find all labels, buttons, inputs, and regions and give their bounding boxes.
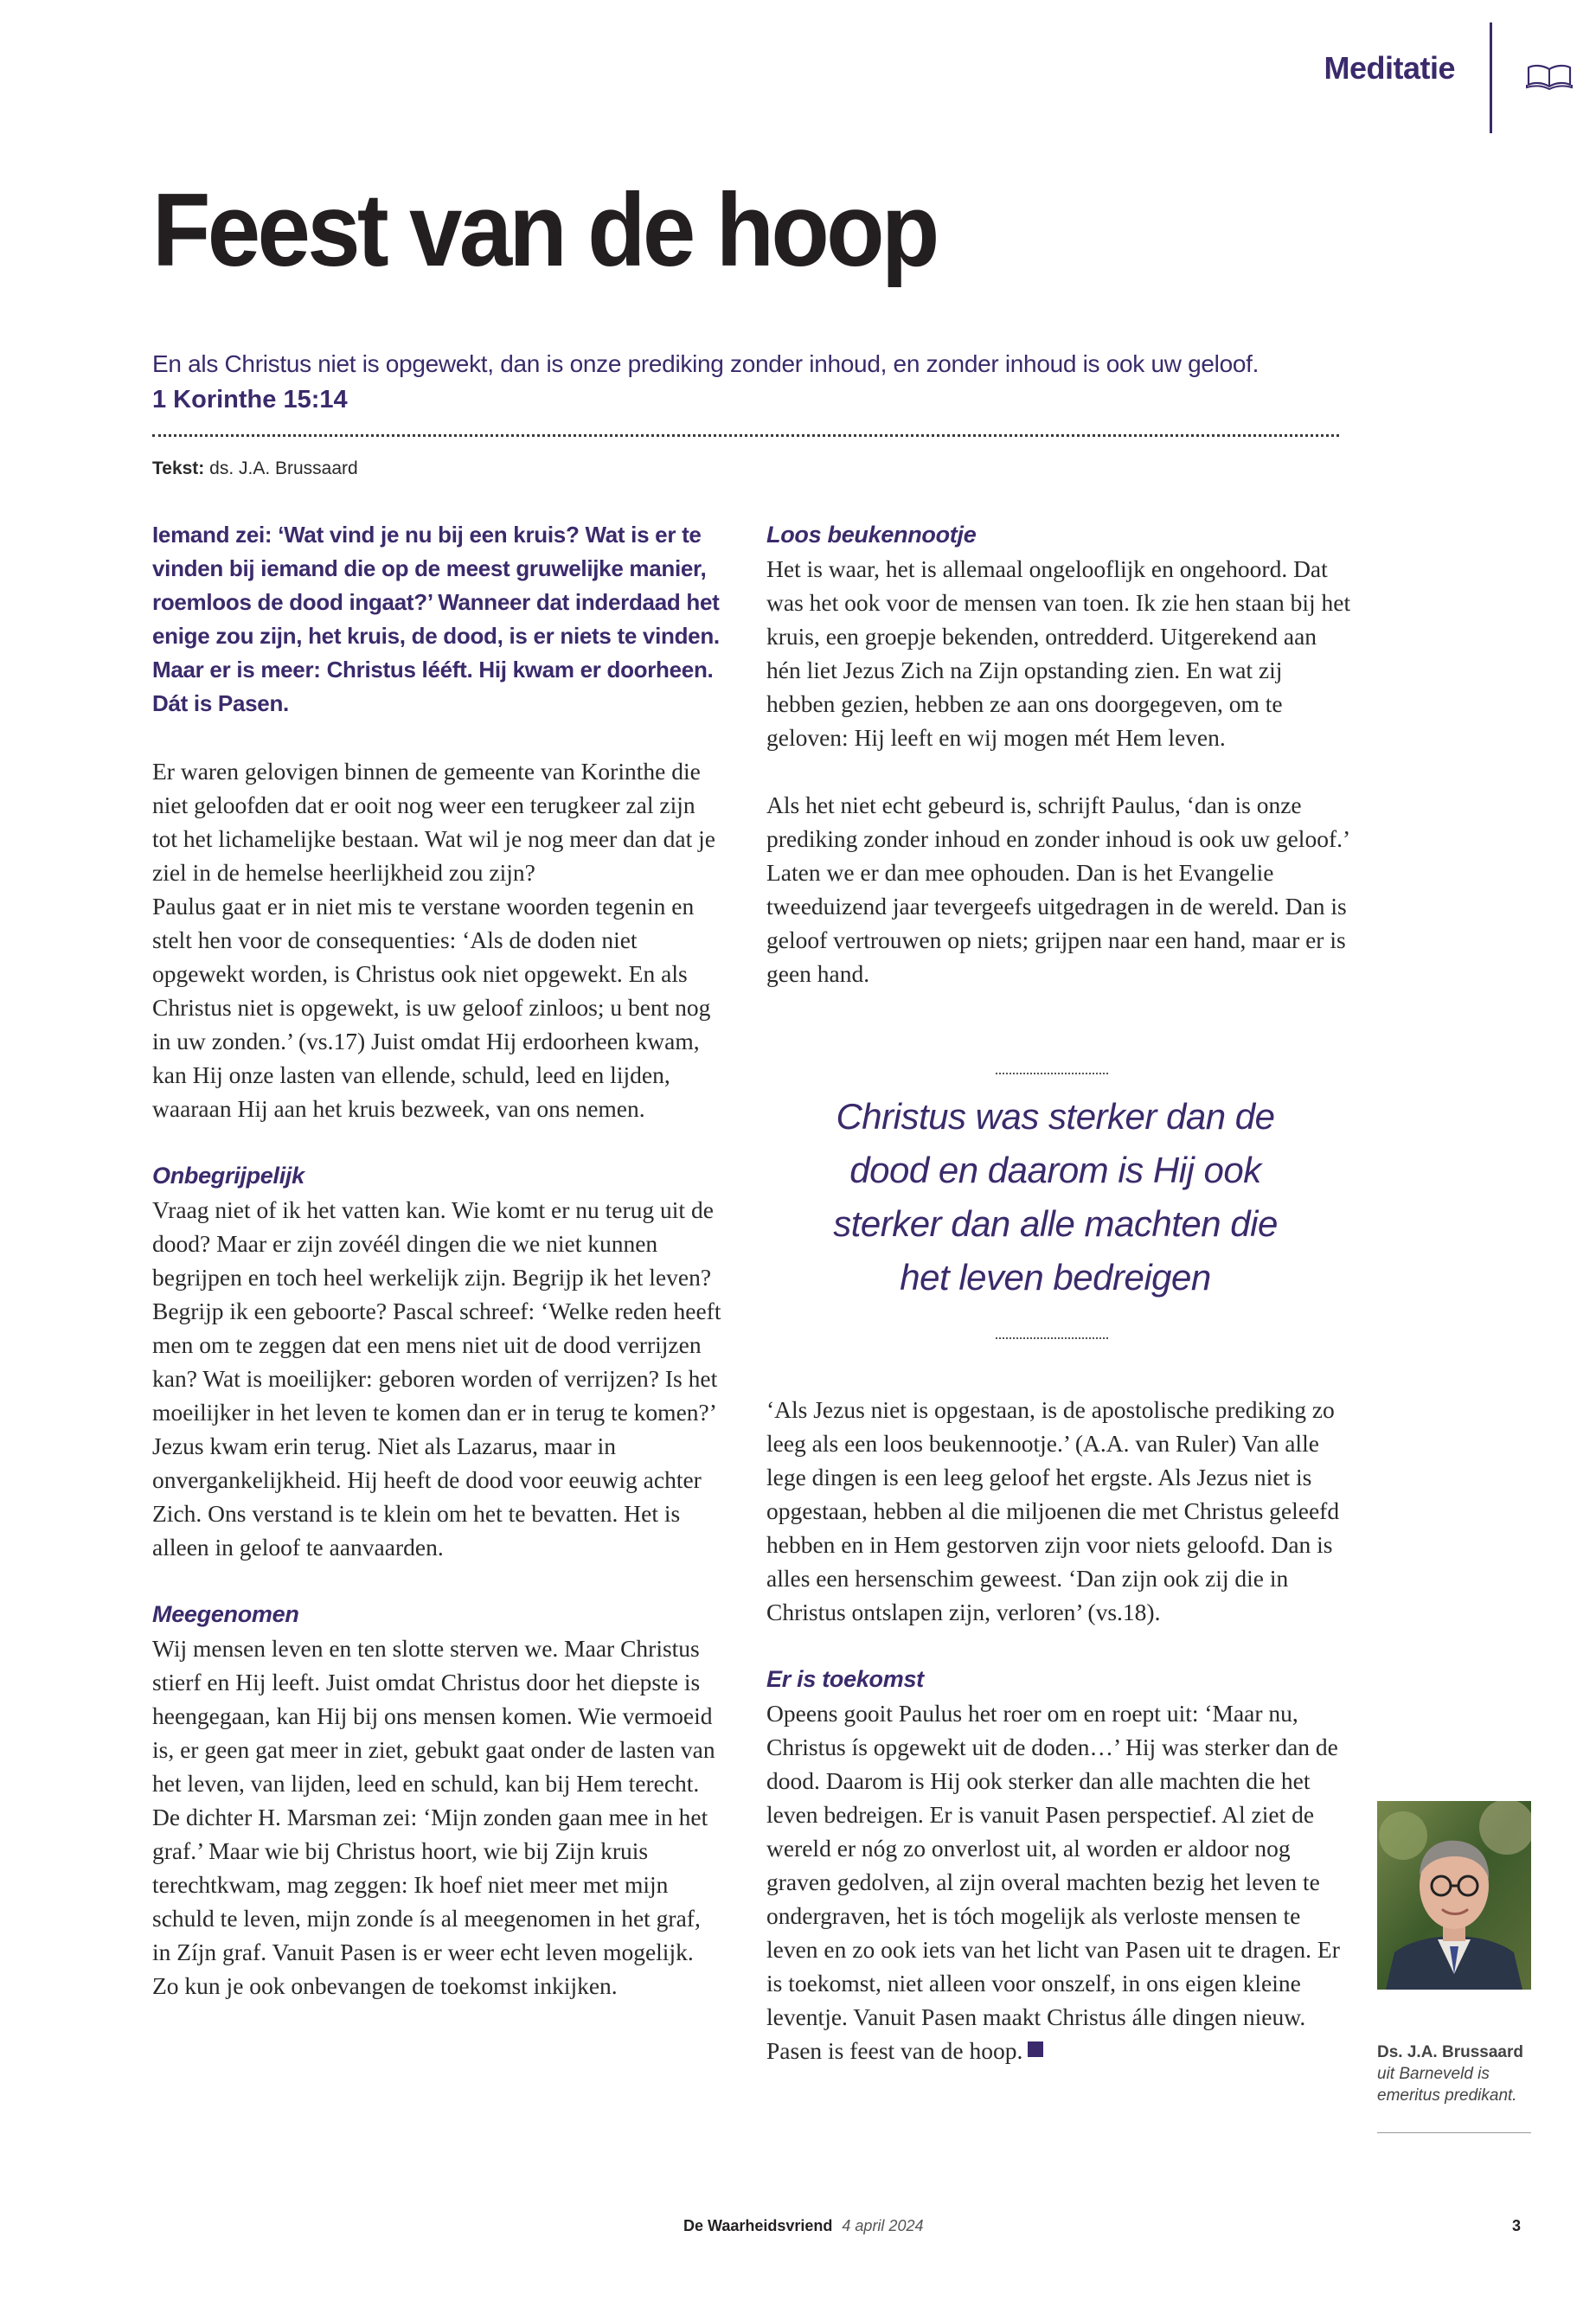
article-title: Feest van de hoop bbox=[152, 172, 937, 288]
section-label: Meditatie bbox=[1324, 50, 1455, 86]
body-paragraph: Jezus kwam erin terug. Niet als Lazarus, maar in onvergankelijkheid. Hij heeft de dood voor eeuwig achter Zich. Ons verstand is te klein om het te bevatten. Het is alleen in geloof te aanvaarden. bbox=[152, 1433, 702, 1561]
byline-author: ds. J.A. Brussaard bbox=[209, 458, 358, 478]
page-footer bbox=[683, 2217, 923, 2235]
issue-date: 4 april 2024 bbox=[842, 2217, 924, 2234]
lead-paragraph: Iemand zei: ‘Wat vind je nu bij een kruis? Wat is er te vinden bij iemand die op de meest gruwelijke manier, roemloos de dood ingaat?’ Wanneer dat inderdaad het enige zou zijn, het kruis, de dood, is er niets te vinden. Maar er is meer: Christus lééft. Hij kwam er doorheen. Dát is Pasen. bbox=[152, 522, 720, 716]
byline-label: Tekst: bbox=[152, 458, 205, 478]
header-divider bbox=[1490, 22, 1492, 133]
right-column-top bbox=[766, 518, 1351, 1024]
body-paragraph: Paulus gaat er in niet mis te verstane woorden tegenin en stelt hen voor de consequenties: ‘Als de doden niet opgewekt worden, is Christus ook niet opgewekt. En als Christus niet is opgewekt, is uw geloof zinloos; u bent nog in uw zonden.’ (vs.17) Juist omdat Hij erdoorheen kwam, kan Hij onze lasten van ellende, schuld, leed en lijden, waaraan Hij aan het kruis bezweek, van ons nemen. bbox=[152, 893, 711, 1122]
body-paragraph-final bbox=[766, 1696, 1351, 2067]
page-number: 3 bbox=[1512, 2217, 1522, 2234]
pull-quote: Christus was sterker dan de dood en daarom is Hij ook sterker dan alle machten die het leven bedreigen bbox=[833, 1096, 1278, 1298]
subheading-er-is-toekomst: Er is toekomst bbox=[766, 1666, 924, 1692]
body-paragraph: Vraag niet of ik het vatten kan. Wie komt er nu terug uit de dood? Maar er zijn zovéél dingen die we niet kunnen begrijpen en toch heel werkelijk zijn. Begrijp ik het leven? Begrijp ik een geboorte? Pascal schreef: ‘Welke reden heeft men om te zeggen dat een mens niet uit de dood verrijzen kan? Wat is moeilijker: geboren worden of verrijzen? Is het moeilijker in het leven te komen dan er in terug te komen?’ bbox=[152, 1196, 721, 1426]
author-role-line2: emeritus predikant. bbox=[1377, 2086, 1517, 2105]
caption-divider bbox=[1377, 2132, 1531, 2133]
body-paragraph: Als het niet echt gebeurd is, schrijft Paulus, ‘dan is onze prediking zonder inhoud en zonder inhoud is ook uw geloof.’ Laten we er dan mee ophouden. Dan is het Evangelie tweeduizend jaar tevergeefs uitgedragen in de wereld. Dan is geloof vertrouwen op niets; grijpen naar een hand, maar er is geen hand. bbox=[766, 792, 1349, 987]
right-column-bottom bbox=[766, 1393, 1351, 2101]
magazine-name: De Waarheidsvriend bbox=[683, 2217, 833, 2234]
bible-quote: En als Christus niet is opgewekt, dan is onze prediking zonder inhoud, en zonder inhoud is ook uw geloof. bbox=[152, 350, 1259, 377]
subheading-loos-beukennootje: Loos beukennootje bbox=[766, 522, 977, 548]
bible-reference: 1 Korinthe 15:14 bbox=[152, 386, 348, 413]
byline bbox=[152, 458, 358, 479]
pull-quote-bottom-rule bbox=[996, 1337, 1108, 1339]
open-book-icon bbox=[1525, 62, 1574, 90]
author-caption bbox=[1377, 2041, 1533, 2106]
author-name: Ds. J.A. Brussaard bbox=[1377, 2043, 1523, 2061]
dotted-divider bbox=[152, 434, 1339, 437]
subheading-onbegrijpelijk: Onbegrijpelijk bbox=[152, 1163, 304, 1189]
left-column bbox=[152, 518, 723, 2036]
body-paragraph: Het is waar, het is allemaal ongelooflijk en ongehoord. Dat was het ook voor de mensen van toen. Ik zie hen staan bij het kruis, een groepje bekenden, ontredderd. Uitgerekend aan hén liet Jezus Zich na Zijn opstanding zien. En wat zij hebben gezien, hebben ze aan ons doorgegeven, om te geloven: Hij leeft en wij mogen mét Hem leven. bbox=[766, 555, 1351, 751]
author-photo bbox=[1377, 1801, 1531, 1990]
author-role-line1: uit Barneveld is bbox=[1377, 2065, 1490, 2083]
subheading-meegenomen: Meegenomen bbox=[152, 1601, 299, 1627]
end-mark-icon bbox=[1028, 2041, 1043, 2057]
body-paragraph: Er waren gelovigen binnen de gemeente van Korinthe die niet geloofden dat er ooit nog weer een terugkeer zal zijn tot het lichamelijke bestaan. Wat wil je nog meer dan dat je ziel in de hemelse heerlijkheid zou zijn? bbox=[152, 758, 715, 886]
body-paragraph: ‘Als Jezus niet is opgestaan, is de apostolische prediking zo leeg als een loos beukennootje.’ (A.A. van Ruler) Van alle lege dingen is een leeg geloof het ergste. Als Jezus niet is opgestaan, hebben al die miljoenen die met Christus geleefd hebben en in Hem gestorven zijn voor niets geloofd. Dan is alles een hersenschim geweest. ‘Dan zijn ook zij die in Christus ontslapen zijn, verloren’ (vs.18). bbox=[766, 1396, 1340, 1625]
body-paragraph: Wij mensen leven en ten slotte sterven we. Maar Christus stierf en Hij leeft. Juist omdat Christus door het diepste is heengegaan, kan Hij bij ons mensen komen. Wie vermoeid is, er geen gat meer in ziet, gebukt gaat onder de lasten van het leven, van lijden, leed en schuld, kan bij Hem terecht. De dichter H. Marsman zei: ‘Mijn zonden gaan mee in het graf.’ Maar wie bij Christus hoort, wie bij Zijn kruis terechtkwam, mag zeggen: Ik hoef niet meer met mijn schuld te leven, mijn zonde ís al meegenomen in het graf, in Zíjn graf. Vanuit Pasen is er weer echt leven mogelijk. Zo kun je ook onbevangen de toekomst inkijken. bbox=[152, 1635, 715, 1999]
final-paragraph-text: Opeens gooit Paulus het roer om en roept uit: ‘Maar nu, Christus ís opgewekt uit de doden…’ Hij was sterker dan de dood. Daarom is Hij ook sterker dan alle machten die het leven bedreigen. Er is vanuit Pasen perspectief. Al ziet de wereld er nóg zo onverlost uit, al worden er aldoor nog graven gedolven, al zijn overal machten bezig het leven te ondergraven, het is tóch mogelijk als verloste mensen te leven en zo ook iets van het licht van Pasen uit te dragen. Er is toekomst, niet alleen voor onszelf, in ons eigen kleine leventje. Vanuit Pasen maakt Christus álle dingen nieuw. Pasen is feest van de hoop. bbox=[766, 1700, 1340, 2064]
pull-quote-top-rule bbox=[996, 1073, 1108, 1074]
